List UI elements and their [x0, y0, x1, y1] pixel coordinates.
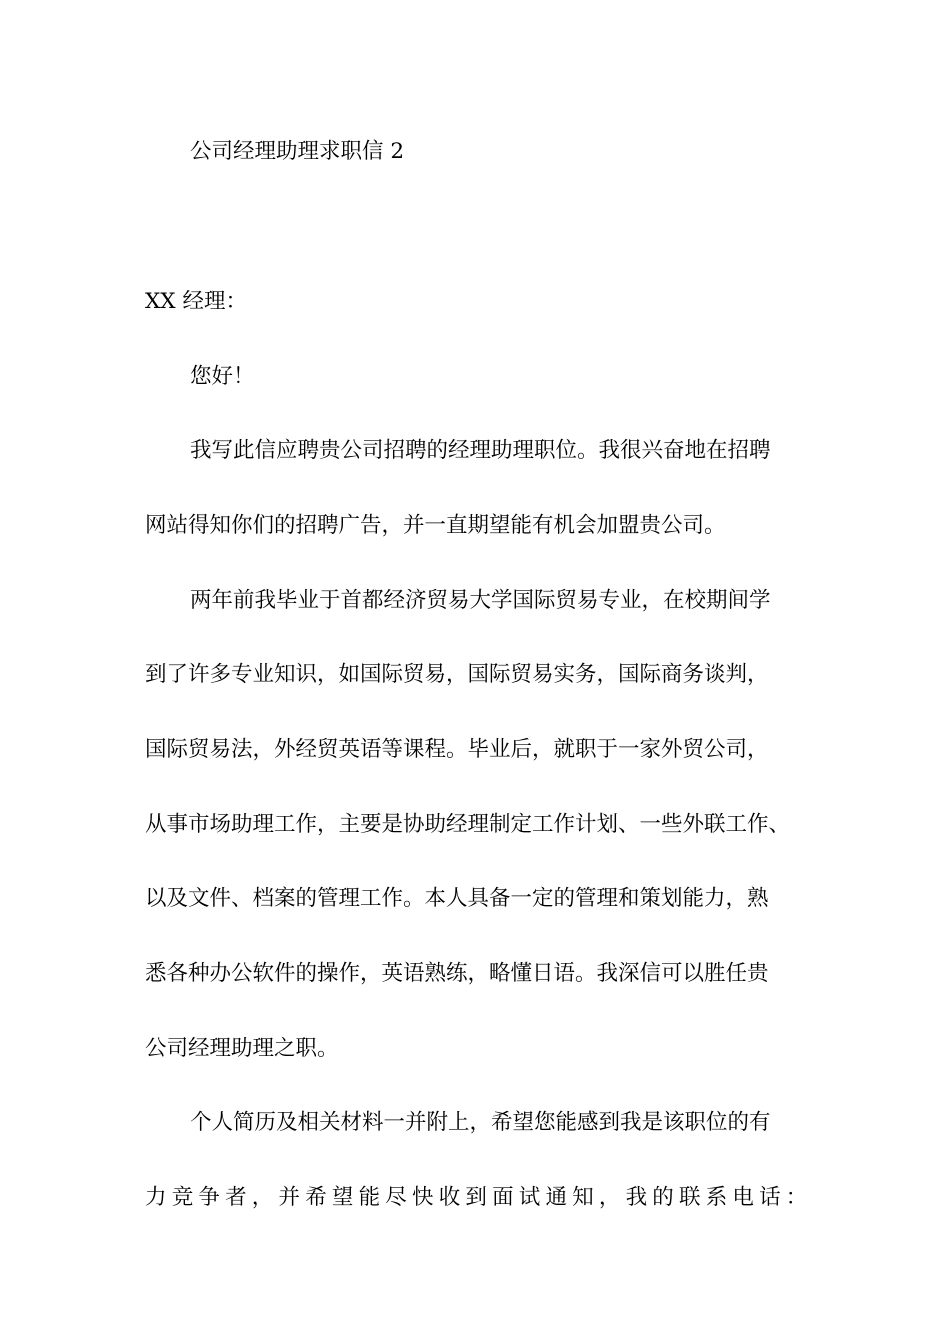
- paragraph-line: 网站得知你们的招聘广告，并一直期望能有机会加盟贵公司。: [145, 513, 726, 538]
- paragraph-line: 悉各种办公软件的操作，英语熟练，略懂日语。我深信可以胜任贵: [145, 961, 769, 986]
- paragraph-line: 力竞争者，并希望能尽快收到面试通知，我的联系电话：: [145, 1185, 813, 1210]
- greeting: 您好！: [190, 364, 255, 389]
- paragraph-line: 以及文件、档案的管理工作。本人具备一定的管理和策划能力，熟: [145, 886, 769, 911]
- paragraph-line: 从事市场助理工作，主要是协助经理制定工作计划、一些外联工作、: [145, 812, 791, 837]
- document-title: 公司经理助理求职信 2: [190, 139, 405, 164]
- paragraph-line: 个人简历及相关材料一并附上，希望您能感到我是该职位的有: [190, 1110, 771, 1135]
- paragraph-line: 到了许多专业知识，如国际贸易，国际贸易实务，国际商务谈判，: [145, 662, 769, 687]
- salutation: XX 经理：: [145, 289, 247, 314]
- paragraph-line: 公司经理助理之职。: [145, 1036, 339, 1061]
- paragraph-line: 两年前我毕业于首都经济贸易大学国际贸易专业，在校期间学: [190, 588, 771, 613]
- paragraph-line: 我写此信应聘贵公司招聘的经理助理职位。我很兴奋地在招聘: [190, 438, 771, 463]
- paragraph-line: 国际贸易法，外经贸英语等课程。毕业后，就职于一家外贸公司，: [145, 737, 769, 762]
